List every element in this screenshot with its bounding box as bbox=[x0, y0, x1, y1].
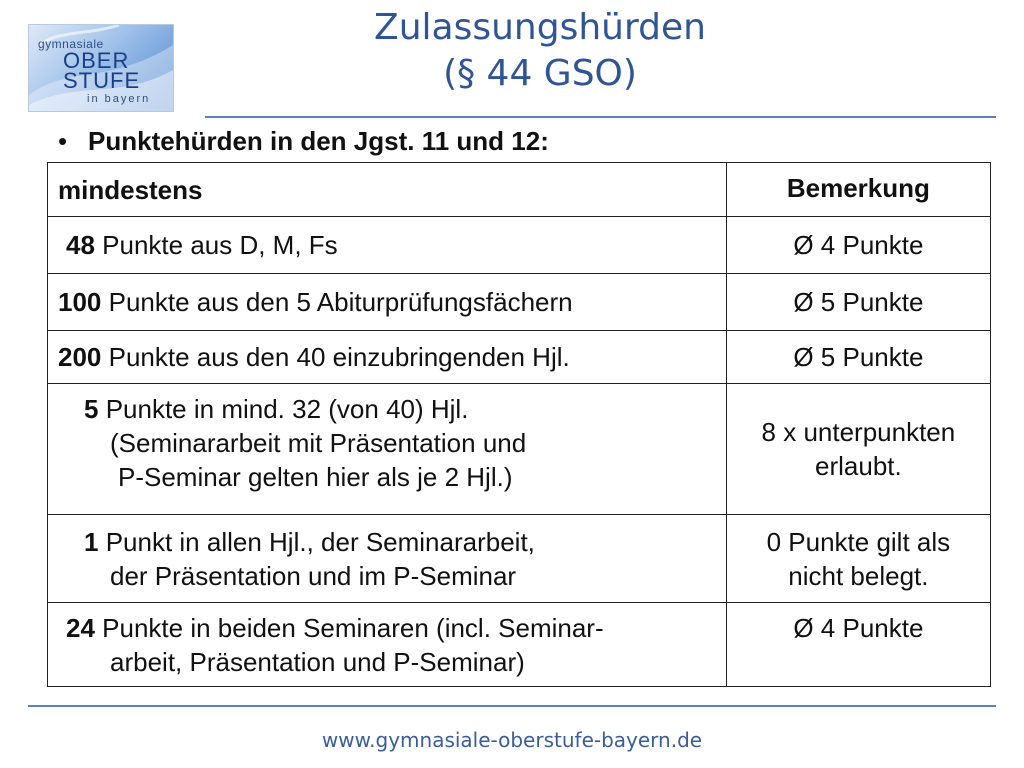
row-text-line2: arbeit, Präsentation und P-Seminar) bbox=[110, 646, 525, 677]
header-mindestens: mindestens bbox=[48, 163, 727, 217]
row-note-line2: erlaubt. bbox=[815, 451, 902, 481]
row-text: Punkte aus den 40 einzubringenden Hjl. bbox=[101, 342, 570, 372]
row-note: Ø 5 Punkte bbox=[726, 274, 990, 331]
logo bbox=[28, 24, 174, 112]
bullet-icon: • bbox=[58, 126, 68, 156]
logo-text-stufe: STUFE bbox=[63, 68, 141, 93]
footer-url: www.gymnasiale-oberstufe-bayern.de bbox=[321, 728, 703, 752]
header-bemerkung: Bemerkung bbox=[726, 163, 990, 217]
row-text: Punkte aus D, M, Fs bbox=[94, 230, 338, 260]
row-note: Ø 4 Punkte bbox=[726, 603, 990, 687]
row-points: 1 bbox=[84, 526, 99, 557]
row-note bbox=[726, 384, 990, 515]
row-text: Punkt in allen Hjl., der Seminararbeit, bbox=[98, 526, 535, 557]
row-text-line3: P-Seminar gelten hier als je 2 Hjl.) bbox=[118, 462, 513, 492]
row-requirement bbox=[48, 331, 727, 384]
row-text-line2: (Seminararbeit mit Präsentation und bbox=[110, 428, 527, 458]
page-title-line1: Zulassungshürden bbox=[374, 7, 706, 48]
row-note: Ø 4 Punkte bbox=[726, 217, 990, 274]
logo-text-in-bayern: in bayern bbox=[87, 93, 151, 105]
row-note bbox=[726, 515, 990, 603]
row-note-line1: 8 x unterpunkten bbox=[761, 417, 956, 447]
logo-text-gymnasiale: gymnasiale bbox=[38, 37, 104, 51]
row-points: 48 bbox=[66, 230, 95, 260]
requirements-table bbox=[47, 162, 991, 687]
table-row bbox=[48, 331, 991, 384]
logo-text-ober: OBER bbox=[63, 48, 130, 73]
row-requirement bbox=[48, 217, 727, 274]
row-points: 200 bbox=[58, 342, 102, 372]
table-header-row bbox=[48, 163, 991, 217]
header-divider bbox=[205, 116, 996, 118]
row-points: 24 bbox=[66, 612, 95, 643]
table-row bbox=[48, 603, 991, 687]
row-points: 5 bbox=[84, 394, 99, 424]
row-text: Punkte aus den 5 Abiturprüfungsfächern bbox=[101, 287, 573, 317]
bullet-text: Punktehürden in den Jgst. 11 und 12: bbox=[88, 126, 549, 156]
table-row bbox=[48, 384, 991, 515]
row-note-line2: nicht belegt. bbox=[788, 560, 929, 591]
row-note: Ø 5 Punkte bbox=[726, 331, 990, 384]
row-points: 100 bbox=[58, 287, 102, 317]
bullet-heading bbox=[58, 126, 549, 157]
table-row bbox=[48, 217, 991, 274]
page-title-line2: (§ 44 GSO) bbox=[443, 53, 637, 94]
row-text: Punkte in beiden Seminaren (incl. Seminar- bbox=[94, 612, 604, 643]
row-requirement bbox=[48, 384, 727, 515]
row-requirement bbox=[48, 603, 727, 687]
table-row bbox=[48, 515, 991, 603]
row-note-line1: 0 Punkte gilt als bbox=[766, 526, 951, 557]
row-text-line2: der Präsentation und im P-Seminar bbox=[110, 560, 517, 591]
row-text: Punkte in mind. 32 (von 40) Hjl. bbox=[98, 394, 469, 424]
row-requirement bbox=[48, 515, 727, 603]
footer-divider bbox=[28, 705, 996, 707]
table-row bbox=[48, 274, 991, 331]
row-requirement bbox=[48, 274, 727, 331]
